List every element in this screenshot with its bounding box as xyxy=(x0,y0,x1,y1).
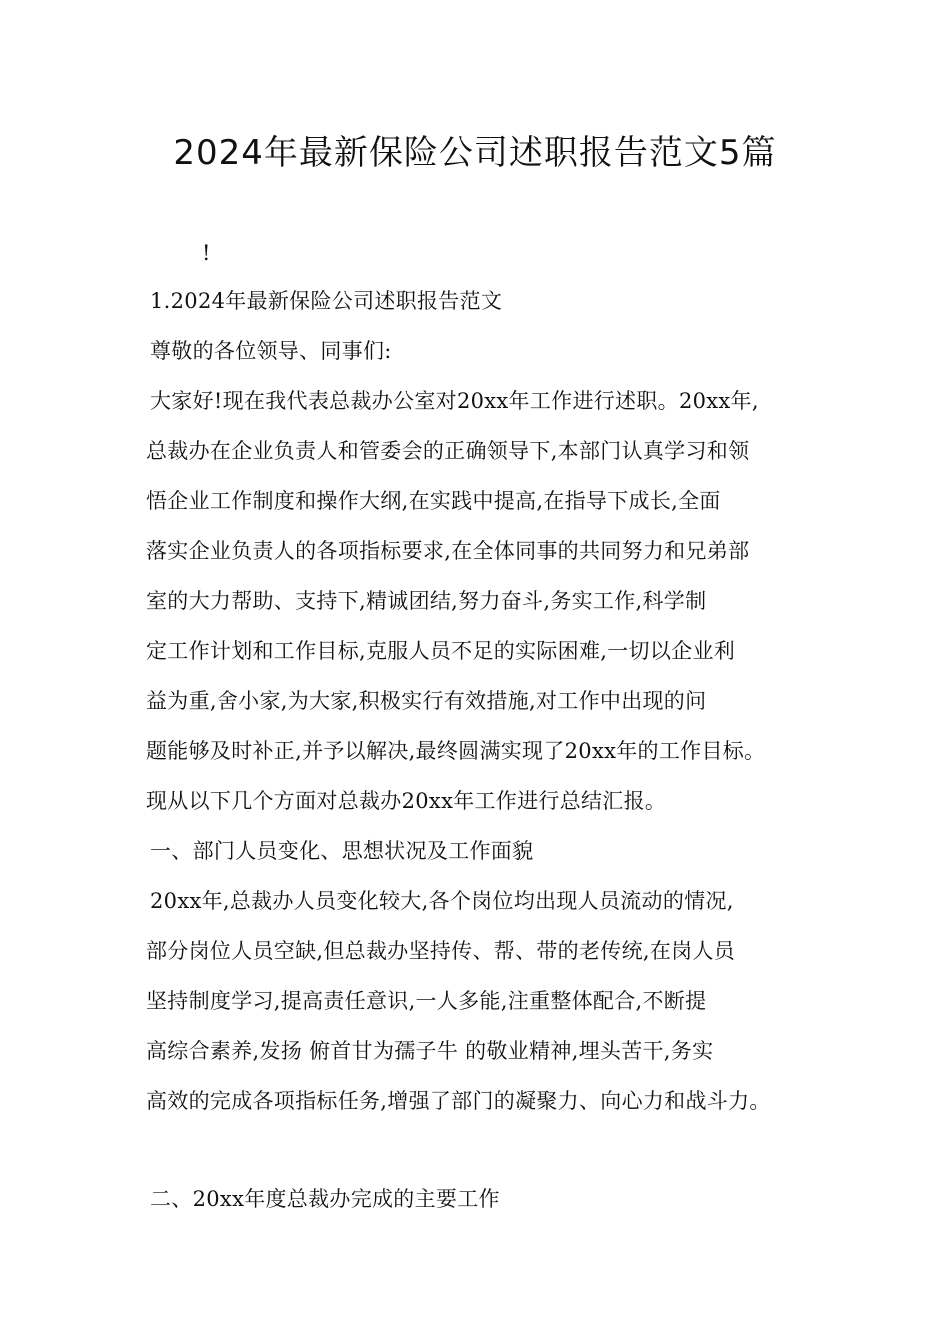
paragraph-line: 总裁办在企业负责人和管委会的正确领导下,本部门认真学习和领 xyxy=(146,439,750,463)
document-title: 2024年最新保险公司述职报告范文5篇 xyxy=(173,133,777,173)
greeting-line: 尊敬的各位领导、同事们: xyxy=(150,339,392,363)
paragraph-line: 高综合素养,发扬 俯首甘为孺子牛 的敬业精神,埋头苦干,务实 xyxy=(146,1039,714,1063)
paragraph-line: 20xx年,总裁办人员变化较大,各个岗位均出现人员流动的情况, xyxy=(150,889,734,913)
paragraph-line: 高效的完成各项指标任务,增强了部门的凝聚力、向心力和战斗力。 xyxy=(146,1089,771,1113)
paragraph-line: 落实企业负责人的各项指标要求,在全体同事的共同努力和兄弟部 xyxy=(146,539,750,563)
paragraph-line: 坚持制度学习,提高责任意识,一人多能,注重整体配合,不断提 xyxy=(146,989,707,1013)
paragraph-line: 室的大力帮助、支持下,精诚团结,努力奋斗,务实工作,科学制 xyxy=(146,589,707,613)
section-title: 1.2024年最新保险公司述职报告范文 xyxy=(150,289,503,313)
section-heading: 二、20xx年度总裁办完成的主要工作 xyxy=(150,1187,500,1211)
paragraph-line: 定工作计划和工作目标,克服人员不足的实际困难,一切以企业利 xyxy=(146,639,736,663)
paragraph-line: 现从以下几个方面对总裁办20xx年工作进行总结汇报。 xyxy=(146,789,667,813)
paragraph-line: 部分岗位人员空缺,但总裁办坚持传、帮、带的老传统,在岗人员 xyxy=(146,939,736,963)
exclamation-mark: ! xyxy=(202,241,211,265)
paragraph-line: 大家好!现在我代表总裁办公室对20xx年工作进行述职。20xx年, xyxy=(150,389,759,413)
paragraph-line: 益为重,舍小家,为大家,积极实行有效措施,对工作中出现的问 xyxy=(146,689,707,713)
paragraph-line: 悟企业工作制度和操作大纲,在实践中提高,在指导下成长,全面 xyxy=(146,489,721,513)
section-heading: 一、部门人员变化、思想状况及工作面貌 xyxy=(150,839,534,863)
paragraph-line: 题能够及时补正,并予以解决,最终圆满实现了20xx年的工作目标。 xyxy=(146,739,766,763)
